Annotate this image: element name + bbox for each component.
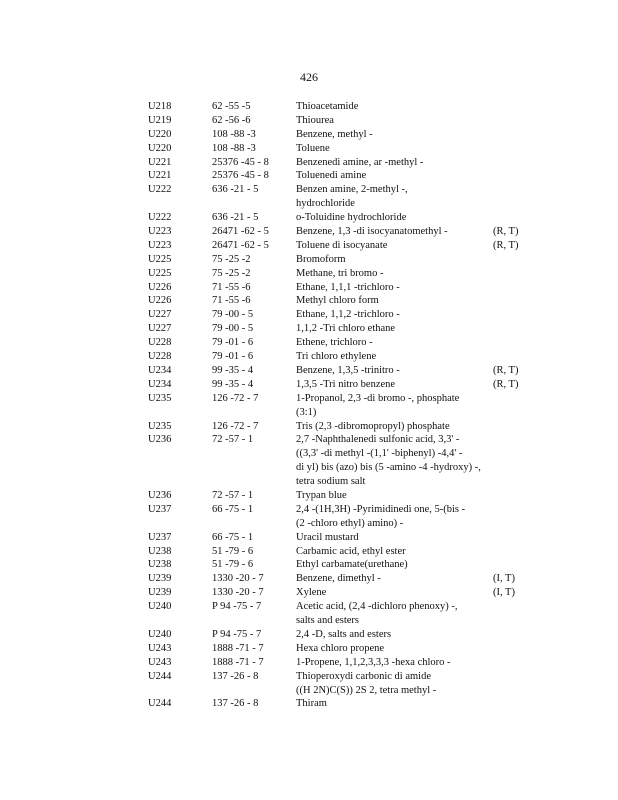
substance-name-line: Benzene, 1,3,5 -trinitro - <box>296 364 400 376</box>
cas-number: P 94 -75 - 7 <box>212 601 262 613</box>
waste-code: U243 <box>148 656 172 668</box>
substance-name-line: Thiram <box>296 698 327 710</box>
waste-code: U240 <box>148 628 172 640</box>
waste-code: U239 <box>148 573 172 585</box>
hazard-code: (R, T) <box>493 378 519 390</box>
table-row <box>0 281 618 295</box>
substance-name <box>296 128 486 142</box>
substance-name <box>296 281 486 295</box>
waste-code: U225 <box>148 267 172 279</box>
cas-number: 72 -57 - 1 <box>212 490 254 501</box>
substance-name <box>296 322 486 336</box>
waste-code: U226 <box>148 295 172 307</box>
cas-number: 26471 -62 - 5 <box>212 239 269 251</box>
cas-number: 66 -75 - 1 <box>212 503 254 515</box>
table-row <box>0 628 618 642</box>
waste-code: U234 <box>148 378 172 390</box>
substance-name-line: (3:1) <box>296 406 317 418</box>
substance-name-line: Ethane, 1,1,2 -trichloro - <box>296 309 400 321</box>
table-row <box>0 211 618 225</box>
substance-name-line: ((3,3' -di methyl -(1,1' -biphenyl) -4,4' - <box>296 448 463 460</box>
waste-code: U223 <box>148 239 172 251</box>
cas-number: 1888 -71 - 7 <box>212 642 264 654</box>
waste-code: U244 <box>148 698 172 710</box>
table-row <box>0 656 618 670</box>
waste-code: U237 <box>148 531 172 543</box>
substance-name-line: Benzen amine, 2-methyl -, <box>296 184 408 196</box>
substance-name-line: salts and esters <box>296 615 359 627</box>
table-row <box>0 531 618 545</box>
substance-name-line: Tris (2,3 -dibromopropyl) phosphate <box>296 420 450 432</box>
page-number: 426 <box>300 70 318 84</box>
table-row <box>0 253 618 267</box>
waste-code: U238 <box>148 545 172 557</box>
substance-name <box>296 169 486 183</box>
waste-code: U226 <box>148 281 172 293</box>
waste-code: U221 <box>148 170 172 182</box>
cas-number: 62 -56 -6 <box>212 114 251 126</box>
table-row <box>0 239 618 253</box>
waste-code: U235 <box>148 420 172 432</box>
waste-code: U228 <box>148 337 172 349</box>
substance-name <box>296 239 486 253</box>
cas-number: 1888 -71 - 7 <box>212 656 264 668</box>
table-row <box>0 503 618 531</box>
substance-name-line: Benzene, methyl - <box>296 128 373 140</box>
substance-name <box>296 253 486 267</box>
waste-code: U227 <box>148 323 172 335</box>
substance-name <box>296 572 486 586</box>
substance-name <box>296 697 486 711</box>
table-row <box>0 142 618 156</box>
cas-number: 25376 -45 - 8 <box>212 170 269 182</box>
cas-number: 79 -01 - 6 <box>212 337 254 349</box>
table-row <box>0 420 618 434</box>
waste-code: U239 <box>148 587 172 599</box>
substance-name-line: Thioperoxydi carbonic di amide <box>296 670 431 682</box>
cas-number: 25376 -45 - 8 <box>212 156 269 168</box>
substance-name <box>296 211 486 225</box>
substance-name-line: Benzenedi amine, ar -methyl - <box>296 156 424 168</box>
cas-number: 66 -75 - 1 <box>212 531 254 543</box>
substance-name-line: Tri chloro ethylene <box>296 351 377 363</box>
table-row <box>0 697 618 711</box>
substance-name-line: Toluene <box>296 142 330 154</box>
waste-code: U244 <box>148 670 172 682</box>
waste-code: U218 <box>148 101 172 112</box>
table-row <box>0 114 618 128</box>
cas-number: 51 -79 - 6 <box>212 545 254 557</box>
hazardous-waste-table <box>0 100 618 711</box>
substance-name-line: Toluene di isocyanate <box>296 239 388 251</box>
substance-name-line: Methane, tri bromo - <box>296 267 384 279</box>
substance-name <box>296 183 486 211</box>
waste-code: U243 <box>148 642 172 654</box>
waste-code: U225 <box>148 253 172 265</box>
waste-code: U222 <box>148 184 172 196</box>
substance-name <box>296 350 486 364</box>
substance-name-line: ((H 2N)C(S)) 2S 2, tetra methyl - <box>296 684 437 696</box>
table-row <box>0 156 618 170</box>
cas-number: 26471 -62 - 5 <box>212 226 269 238</box>
substance-name <box>296 433 486 489</box>
substance-name <box>296 156 486 170</box>
table-row <box>0 572 618 586</box>
table-row <box>0 364 618 378</box>
cas-number: 79 -01 - 6 <box>212 351 254 363</box>
cas-number: 126 -72 - 7 <box>212 392 259 404</box>
substance-name <box>296 100 486 114</box>
substance-name <box>296 503 486 531</box>
cas-number: 99 -35 - 4 <box>212 364 254 376</box>
hazard-code: (I, T) <box>493 587 515 599</box>
substance-name <box>296 267 486 281</box>
cas-number: 137 -26 - 8 <box>212 698 259 710</box>
table-row <box>0 267 618 281</box>
substance-name-line: Thioacetamide <box>296 101 359 112</box>
cas-number: 71 -55 -6 <box>212 281 251 293</box>
substance-name-line: hydrochloride <box>296 198 355 210</box>
cas-number: 71 -55 -6 <box>212 295 251 307</box>
substance-name-line: Acetic acid, (2,4 -dichloro phenoxy) -, <box>296 601 458 613</box>
waste-code: U235 <box>148 392 172 404</box>
cas-number: 75 -25 -2 <box>212 253 251 265</box>
cas-number: 636 -21 - 5 <box>212 212 259 224</box>
waste-code: U237 <box>148 503 172 515</box>
cas-number: 126 -72 - 7 <box>212 420 259 432</box>
table-row <box>0 433 618 489</box>
cas-number: 636 -21 - 5 <box>212 184 259 196</box>
cas-number: P 94 -75 - 7 <box>212 628 262 640</box>
waste-code: U228 <box>148 351 172 363</box>
table-row <box>0 308 618 322</box>
substance-name-line: tetra sodium salt <box>296 476 366 488</box>
substance-name-line: Ethyl carbamate(urethane) <box>296 559 408 571</box>
waste-code: U234 <box>148 364 172 376</box>
substance-name <box>296 628 486 642</box>
substance-name <box>296 114 486 128</box>
hazard-code: (R, T) <box>493 364 519 376</box>
table-row <box>0 294 618 308</box>
waste-code: U221 <box>148 156 172 168</box>
substance-name-line: (2 -chloro ethyl) amino) - <box>296 517 404 529</box>
cas-number: 137 -26 - 8 <box>212 670 259 682</box>
hazard-code: (R, T) <box>493 226 519 238</box>
substance-name-line: Toluenedi amine <box>296 170 367 182</box>
table-row <box>0 183 618 211</box>
substance-name-line: Xylene <box>296 587 327 599</box>
table-row <box>0 670 618 698</box>
substance-name-line: 2,4 -D, salts and esters <box>296 628 392 640</box>
substance-name <box>296 336 486 350</box>
table-row <box>0 225 618 239</box>
substance-name-line: 1,1,2 -Tri chloro ethane <box>296 323 396 335</box>
substance-name-line: Ethane, 1,1,1 -trichloro - <box>296 281 400 293</box>
table-row <box>0 169 618 183</box>
substance-name-line: Benzene, dimethyl - <box>296 573 381 585</box>
substance-name <box>296 600 486 628</box>
hazard-code: (I, T) <box>493 573 515 585</box>
waste-code: U238 <box>148 559 172 571</box>
cas-number: 62 -55 -5 <box>212 101 251 112</box>
substance-name-line: 2,4 -(1H,3H) -Pyrimidinedi one, 5-(bis - <box>296 503 466 515</box>
table-row <box>0 100 618 114</box>
waste-code: U236 <box>148 434 172 446</box>
cas-number: 1330 -20 - 7 <box>212 573 264 585</box>
waste-code: U219 <box>148 114 172 126</box>
substance-name-line: Carbamic acid, ethyl ester <box>296 545 406 557</box>
substance-name <box>296 586 486 600</box>
substance-name <box>296 420 486 434</box>
cas-number: 75 -25 -2 <box>212 267 251 279</box>
waste-code: U222 <box>148 212 172 224</box>
table-row <box>0 336 618 350</box>
substance-name-line: Bromoform <box>296 253 346 265</box>
substance-name-line: Trypan blue <box>296 490 347 501</box>
substance-name-line: o-Toluidine hydrochloride <box>296 212 407 224</box>
substance-name <box>296 392 486 420</box>
table-row <box>0 586 618 600</box>
cas-number: 1330 -20 - 7 <box>212 587 264 599</box>
substance-name <box>296 642 486 656</box>
substance-name <box>296 531 486 545</box>
substance-name <box>296 225 486 239</box>
substance-name <box>296 142 486 156</box>
waste-code: U223 <box>148 226 172 238</box>
table-row <box>0 489 618 503</box>
substance-name-line: Hexa chloro propene <box>296 642 385 654</box>
cas-number: 108 -88 -3 <box>212 128 256 140</box>
substance-name <box>296 670 486 698</box>
table-row <box>0 558 618 572</box>
cas-number: 79 -00 - 5 <box>212 323 254 335</box>
substance-name-line: 2,7 -Naphthalenedi sulfonic acid, 3,3' - <box>296 434 460 446</box>
substance-name <box>296 294 486 308</box>
substance-name-line: Benzene, 1,3 -di isocyanatomethyl - <box>296 226 448 238</box>
table-row <box>0 642 618 656</box>
table-row <box>0 378 618 392</box>
table-row <box>0 392 618 420</box>
substance-name <box>296 378 486 392</box>
waste-code: U236 <box>148 490 172 501</box>
table-row <box>0 322 618 336</box>
waste-code: U240 <box>148 601 172 613</box>
table-row <box>0 545 618 559</box>
substance-name-line: di yl) bis (azo) bis (5 -amino -4 -hydroxy) -, <box>296 462 481 474</box>
substance-name-line: 1-Propanol, 2,3 -di bromo -, phosphate <box>296 392 460 404</box>
substance-name-line: Thiourea <box>296 114 334 126</box>
cas-number: 99 -35 - 4 <box>212 378 254 390</box>
waste-code: U227 <box>148 309 172 321</box>
substance-name-line: Ethene, trichloro - <box>296 337 373 349</box>
substance-name-line: Methyl chloro form <box>296 295 379 307</box>
substance-name-line: 1-Propene, 1,1,2,3,3,3 -hexa chloro - <box>296 656 451 668</box>
table-row <box>0 600 618 628</box>
table-row <box>0 128 618 142</box>
waste-code: U220 <box>148 128 172 140</box>
substance-name-line: Uracil mustard <box>296 531 359 543</box>
substance-name <box>296 545 486 559</box>
substance-name <box>296 364 486 378</box>
cas-number: 108 -88 -3 <box>212 142 256 154</box>
cas-number: 79 -00 - 5 <box>212 309 254 321</box>
waste-code: U220 <box>148 142 172 154</box>
substance-name-line: 1,3,5 -Tri nitro benzene <box>296 378 396 390</box>
cas-number: 51 -79 - 6 <box>212 559 254 571</box>
hazard-code: (R, T) <box>493 239 519 251</box>
cas-number: 72 -57 - 1 <box>212 434 254 446</box>
substance-name <box>296 558 486 572</box>
substance-name <box>296 489 486 503</box>
substance-name <box>296 656 486 670</box>
table-row <box>0 350 618 364</box>
substance-name <box>296 308 486 322</box>
